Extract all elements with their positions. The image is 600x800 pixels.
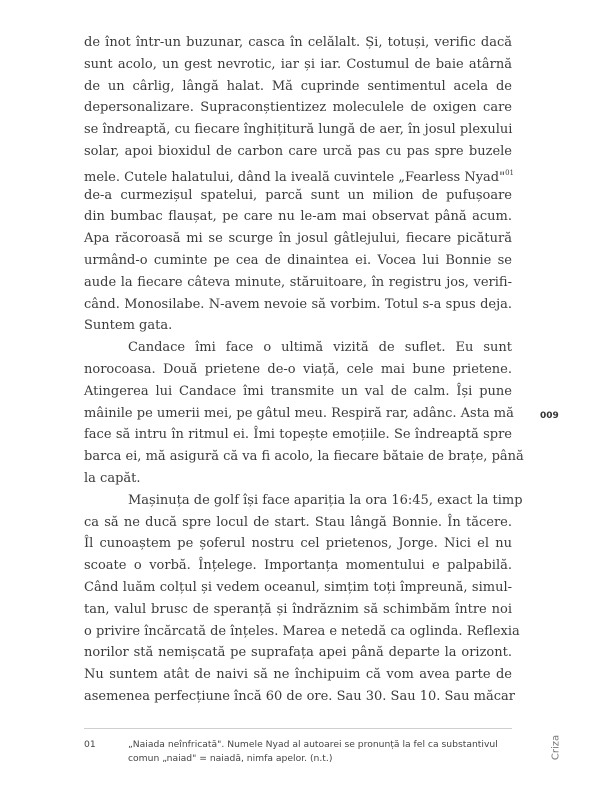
text-line: când. Monosilabe. N-avem nevoie să vorbim. Totul s-a spus deja. <box>84 296 512 312</box>
text-line: de-a curmezișul spatelui, parcă sunt un milion de pufușoare <box>84 187 512 203</box>
footnote-reference: 01 <box>505 168 515 177</box>
text-line: tan, valul brusc de speranță și îndrăznim să schimbăm între noi <box>84 601 512 617</box>
text-line: Suntem gata. <box>84 318 173 334</box>
text-line: Mașinuța de golf își face apariția la ora 16:45, exact la timp <box>128 492 523 508</box>
text-line: asemenea perfecțiune încă 60 de ore. Sau 30. Sau 10. Sau măcar <box>84 688 515 704</box>
text-line: norocoasa. Două prietene de-o viață, cele mai bune prietene. <box>84 361 512 377</box>
footnote-line: comun „naiad" = naiadă, nimfa apelor. (n.t.) <box>128 753 333 764</box>
footnote-divider <box>84 728 512 729</box>
footnote-line: „Naiada neînfricată". Numele Nyad al autoarei se pronunță la fel ca substantivul <box>128 739 498 750</box>
text-line: depersonalizare. Supraconștientizez moleculele de oxigen care <box>84 100 512 116</box>
text-line: de un cârlig, lângă halat. Mă cuprinde sentimentul acela de <box>84 78 512 94</box>
text-line: norilor stă nemișcată pe suprafața apei până departe la orizont. <box>84 645 512 661</box>
text-line: Îl cunoaștem pe șoferul nostru cel prietenos, Jorge. Nici el nu <box>84 536 512 552</box>
text-line: urmând-o cuminte pe cea de dinaintea ei. Vocea lui Bonnie se <box>84 252 512 268</box>
text-line: scoate o vorbă. Înțelege. Importanța momentului e palpabilă. <box>84 558 512 574</box>
text-line: solar, apoi bioxidul de carbon care urcă pas cu pas spre buzele <box>84 143 512 159</box>
chapter-label: Criza <box>550 734 562 761</box>
text-line: face să intru în ritmul ei. Îmi topește emoțiile. Se îndreaptă spre <box>84 427 512 443</box>
text-line: Când luăm colțul și vedem oceanul, simțim toți împreună, simul- <box>84 579 512 595</box>
text-line: ca să ne ducă spre locul de start. Stau lângă Bonnie. În tăcere. <box>84 514 512 530</box>
text-line: Candace îmi face o ultimă vizită de suflet. Eu sunt <box>128 340 512 356</box>
text-segment: mele. Cutele halatului, dând la iveală cuvintele „Fearless Nyad" <box>84 169 506 185</box>
body-text <box>84 32 524 708</box>
text-line: la capăt. <box>84 470 141 486</box>
text-line: Atingerea lui Candace îmi transmite un val de calm. Își pune <box>84 383 512 399</box>
text-line: aude la fiecare câteva minute, stăruitoare, în registru jos, verifi- <box>84 274 512 290</box>
text-line: o privire încărcată de înțeles. Marea e netedă ca oglinda. Reflexia <box>84 623 520 639</box>
text-line: se îndreaptă, cu fiecare înghițitură lungă de aer, în josul plexului <box>84 122 513 138</box>
text-line: barca ei, mă asigură că va fi acolo, la fiecare bătaie de brațe, până <box>84 449 524 465</box>
footnote-number: 01 <box>84 739 96 750</box>
text-line: sunt acolo, un gest nevrotic, iar și iar. Costumul de baie atârnă <box>84 56 512 72</box>
text-line <box>84 163 515 185</box>
footnote-text <box>128 738 512 766</box>
text-line: mâinile pe umerii mei, pe gâtul meu. Respiră rar, adânc. Asta mă <box>84 405 514 421</box>
text-line: din bumbac flaușat, pe care nu le-am mai observat până acum. <box>84 209 512 225</box>
text-line: Apa răcoroasă mi se scurge în josul gâtlejului, fiecare picătură <box>84 231 512 247</box>
text-line: de înot într-un buzunar, casca în celălalt. Și, totuși, verific dacă <box>84 35 512 50</box>
text-line: Nu suntem atât de naivi să ne închipuim că vom avea parte de <box>84 667 512 683</box>
page-number: 009 <box>540 411 559 421</box>
